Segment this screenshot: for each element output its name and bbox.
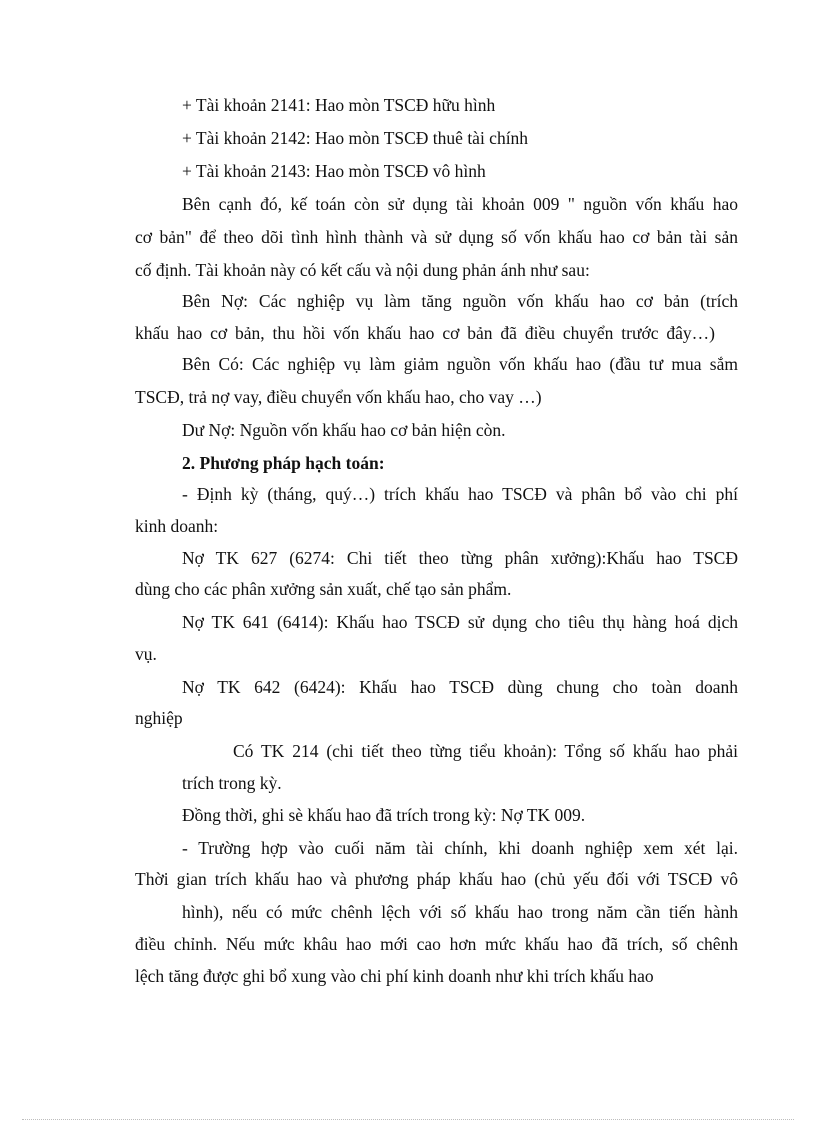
text-line: cố định. Tài khoản này có kết cấu và nội dung phản ánh như sau:: [135, 260, 590, 280]
text-line: Bên Nợ: Các nghiệp vụ làm tăng nguồn vốn khấu hao cơ bản (trích: [182, 291, 738, 311]
text-line: Nợ TK 627 (6274: Chi tiết theo từng phân xưởng):Khấu hao TSCĐ: [182, 548, 738, 568]
text-line: cơ bản" để theo dõi tình hình thành và sử dụng số vốn khấu hao cơ bản tài sản: [135, 227, 738, 247]
text-line: vụ.: [135, 644, 157, 664]
text-line: - Định kỳ (tháng, quý…) trích khấu hao TSCĐ và phân bổ vào chi phí: [182, 484, 738, 504]
text-line: dùng cho các phân xưởng sản xuất, chế tạo sản phẩm.: [135, 579, 512, 599]
text-line: TSCĐ, trả nợ vay, điều chuyển vốn khấu hao, cho vay …): [135, 387, 542, 407]
text-line: Bên cạnh đó, kế toán còn sử dụng tài khoản 009 " nguồn vốn khấu hao: [182, 194, 738, 214]
text-line: Nợ TK 641 (6414): Khấu hao TSCĐ sử dụng cho tiêu thụ hàng hoá dịch: [182, 612, 738, 632]
text-line: nghiệp: [135, 708, 183, 728]
text-line: Thời gian trích khấu hao và phương pháp khấu hao (chủ yếu đối với TSCĐ vô: [135, 869, 738, 889]
text-line: hình), nếu có mức chênh lệch với số khấu hao trong năm cần tiến hành: [182, 902, 738, 922]
text-line: Đồng thời, ghi sè khấu hao đã trích trong kỳ: Nợ TK 009.: [182, 805, 586, 825]
text-line: + Tài khoản 2142: Hao mòn TSCĐ thuê tài chính: [182, 128, 529, 148]
text-line: trích trong kỳ.: [182, 773, 282, 793]
text-line: lệch tăng được ghi bổ xung vào chi phí kinh doanh như khi trích khấu hao: [135, 966, 654, 986]
text-line: Bên Có: Các nghiệp vụ làm giảm nguồn vốn khấu hao (đầu tư mua sắm: [182, 354, 738, 374]
text-line: - Trường hợp vào cuối năm tài chính, khi doanh nghiệp xem xét lại.: [182, 838, 738, 858]
text-line: Có TK 214 (chi tiết theo từng tiểu khoản): Tổng số khấu hao phải: [233, 741, 738, 761]
text-line: Nợ TK 642 (6424): Khấu hao TSCĐ dùng chung cho toàn doanh: [182, 677, 738, 697]
text-line: Dư Nợ: Nguồn vốn khấu hao cơ bản hiện còn.: [182, 420, 506, 440]
text-line: khấu hao cơ bản, thu hồi vốn khấu hao cơ bản đã điều chuyển trước đây…): [135, 323, 715, 343]
text-line: kinh doanh:: [135, 516, 219, 536]
text-line: điều chỉnh. Nếu mức khâu hao mới cao hơn mức khấu hao đã trích, số chênh: [135, 934, 738, 954]
text-line: + Tài khoản 2141: Hao mòn TSCĐ hữu hình: [182, 95, 496, 115]
page-bottom-rule: [22, 1119, 794, 1120]
text-line: + Tài khoản 2143: Hao mòn TSCĐ vô hình: [182, 161, 486, 181]
section-heading: 2. Phương pháp hạch toán:: [182, 453, 385, 473]
